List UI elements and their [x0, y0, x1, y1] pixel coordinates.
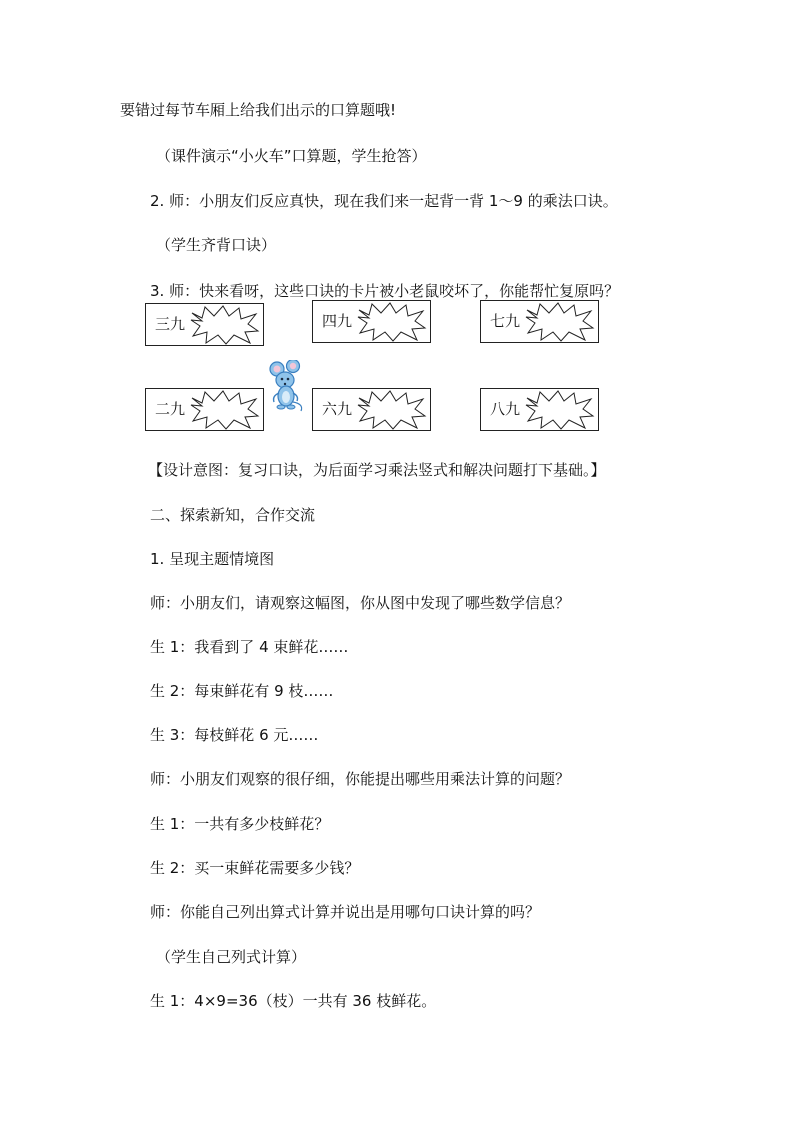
rhyme-card-label: 七九 [490, 312, 521, 330]
rhyme-card [480, 388, 599, 431]
rhyme-card [312, 300, 431, 343]
paragraph-courseware-note: （课件演示“小火车”口算题，学生抢答） [156, 147, 427, 165]
rhyme-card-label: 二九 [155, 400, 186, 418]
student-line: 生 1：4×9=36（枝）一共有 36 枝鲜花。 [150, 992, 437, 1010]
student-line: 生 3：每枝鲜花 6 元…… [150, 726, 319, 744]
student-activity-note: （学生自己列式计算） [156, 948, 307, 966]
design-intent-note: 【设计意图：复习口诀，为后面学习乘法竖式和解决问题打下基础。】 [148, 461, 606, 479]
paragraph-recite-note: （学生齐背口诀） [156, 236, 277, 254]
jagged-burst-icon [190, 305, 260, 345]
rhyme-card [480, 300, 599, 343]
rhyme-card [145, 303, 264, 346]
rhyme-card-label: 六九 [322, 400, 353, 418]
jagged-burst-icon [357, 390, 427, 430]
jagged-burst-icon [357, 302, 427, 342]
paragraph-step-1: 1. 呈现主题情境图 [150, 550, 275, 568]
rhyme-card [312, 388, 431, 431]
student-line: 生 2：每束鲜花有 9 枝…… [150, 682, 334, 700]
jagged-burst-icon [525, 390, 595, 430]
mouse-icon [266, 360, 306, 414]
teacher-line: 师：小朋友们观察的很仔细，你能提出哪些用乘法计算的问题？ [150, 770, 571, 788]
teacher-line: 师：你能自己列出算式计算并说出是用哪句口诀计算的吗？ [150, 903, 541, 921]
student-line: 生 1：一共有多少枝鲜花？ [150, 815, 330, 833]
teacher-line: 师：小朋友们，请观察这幅图，你从图中发现了哪些数学信息？ [150, 594, 571, 612]
paragraph-continuation: 要错过每节车厢上给我们出示的口算题哦! [120, 101, 397, 119]
rhyme-card [145, 388, 264, 431]
jagged-burst-icon [525, 302, 595, 342]
rhyme-card-label: 三九 [155, 315, 186, 333]
jagged-burst-icon [190, 390, 260, 430]
student-line: 生 2：买一束鲜花需要多少钱？ [150, 859, 360, 877]
paragraph-step-2: 2. 师：小朋友们反应真快，现在我们来一起背一背 1～9 的乘法口诀。 [150, 192, 618, 210]
rhyme-card-label: 八九 [490, 400, 521, 418]
paragraph-step-3: 3. 师：快来看呀，这些口诀的卡片被小老鼠咬坏了，你能帮忙复原吗？ [150, 282, 620, 300]
rhyme-card-label: 四九 [322, 312, 353, 330]
student-line: 生 1：我看到了 4 束鲜花…… [150, 638, 349, 656]
section-heading-2: 二、探索新知，合作交流 [150, 506, 316, 524]
